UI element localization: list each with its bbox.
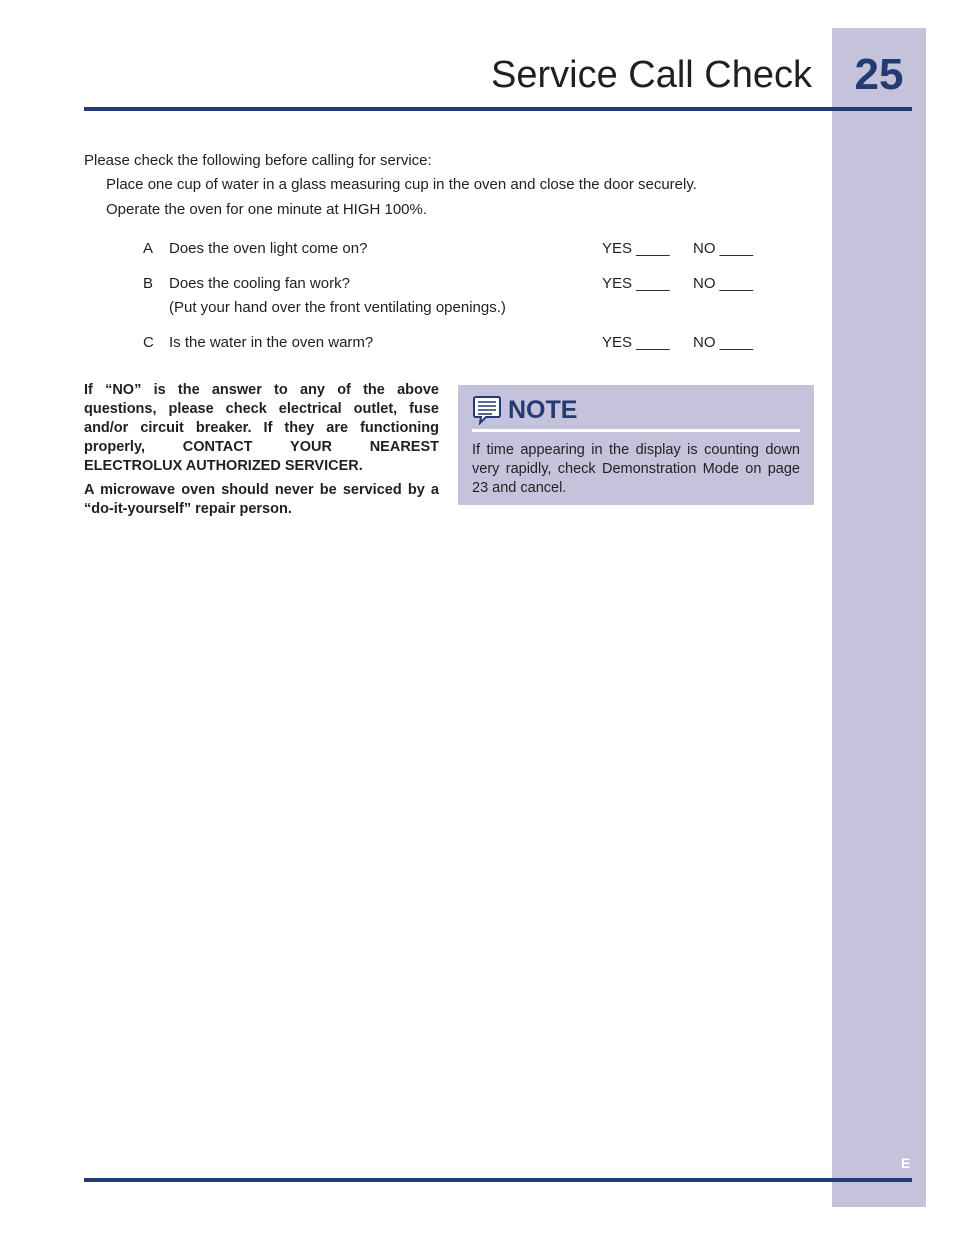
question-subtext: (Put your hand over the front ventilating openings.): [169, 299, 506, 316]
intro-step-2: Operate the oven for one minute at HIGH 100%.: [106, 201, 428, 218]
note-heading: NOTE: [508, 396, 578, 424]
intro-lead: Please check the following before calling for service:: [84, 152, 432, 169]
intro-step-1: Place one cup of water in a glass measuring cup in the oven and close the door securely.: [106, 176, 697, 193]
page-title: Service Call Check: [491, 54, 812, 96]
speech-bubble-icon: [472, 395, 502, 425]
note-divider: [472, 429, 800, 432]
no-answer-blank: NO ____: [693, 275, 754, 292]
warning-paragraph-2: A microwave oven should never be serviced by a “do-it-yourself” repair person.: [84, 482, 439, 517]
no-answer-blank: NO ____: [693, 240, 754, 257]
header-rule: [84, 107, 912, 111]
note-box: [458, 385, 814, 505]
note-body: If time appearing in the display is counting down very rapidly, check Demonstration Mode on page 23 and cancel.: [472, 442, 800, 496]
question-letter: B: [143, 275, 154, 292]
question-letter: C: [143, 334, 154, 351]
question-letter: A: [143, 240, 154, 257]
yes-answer-blank: YES ____: [602, 275, 670, 292]
no-answer-blank: NO ____: [693, 334, 754, 351]
question-text: Does the oven light come on?: [169, 240, 368, 257]
side-band: [832, 28, 926, 1207]
language-mark: E: [901, 1155, 911, 1171]
yes-answer-blank: YES ____: [602, 334, 670, 351]
footer-rule: [84, 1178, 912, 1182]
question-text: Is the water in the oven warm?: [169, 334, 374, 351]
page-number: 25: [854, 50, 904, 99]
yes-answer-blank: YES ____: [602, 240, 670, 257]
question-text: Does the cooling fan work?: [169, 275, 350, 292]
service-warning: [84, 381, 439, 524]
warning-paragraph-1: If “NO” is the answer to any of the above questions, please check electrical outlet, fuse and/or circuit breaker. If they are functioning properly, CONTACT YOUR NEAREST ELECTROLUX AUTHORIZED SERVICER.: [84, 382, 439, 474]
